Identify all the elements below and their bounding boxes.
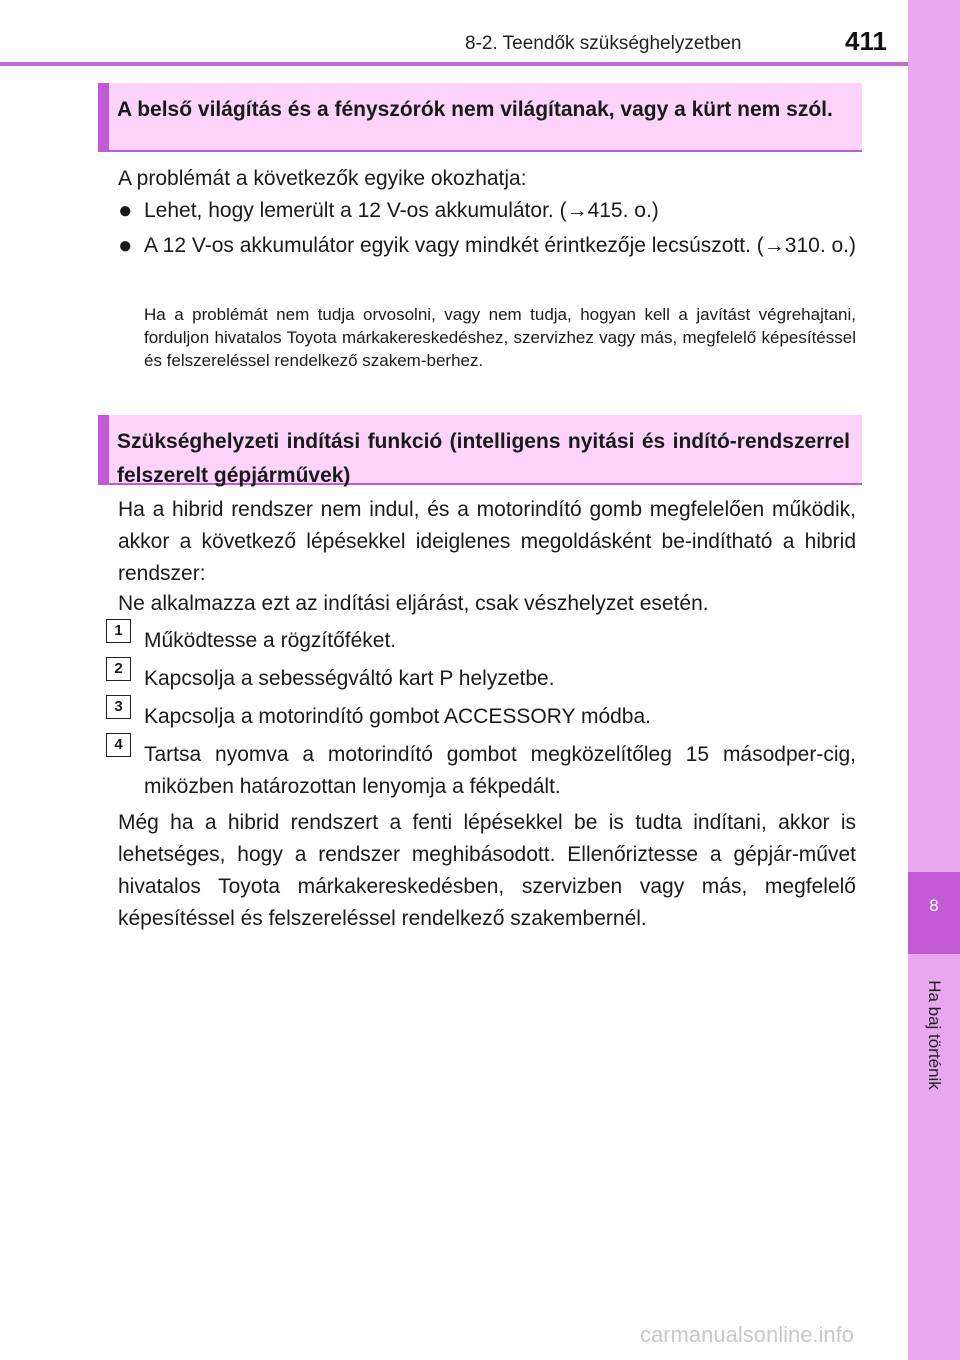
- header-rule: [0, 62, 908, 66]
- section-heading-lights: A belső világítás és a fényszórók nem világítanak, vagy a kürt nem szól.: [98, 83, 862, 152]
- header-section-title: 8-2. Teendők szükséghelyzetben: [465, 33, 742, 54]
- step-number-badge: 4: [106, 733, 131, 757]
- section2-closing: Még ha a hibrid rendszert a fenti lépésekkel be is tudta indítani, akkor is lehetséges, hogy a rendszer meghibásodott. Ellenőriztesse a gépjár-művet hivatalos Toyota márkakereskedésben, szervizben vagy más, megfelelő képesítéssel és felszereléssel rendelkező szakembernél.: [118, 811, 856, 930]
- page-number: 411: [845, 26, 887, 56]
- step-number-badge: 1: [106, 619, 131, 643]
- step-number-badge: 2: [106, 657, 131, 681]
- bullet-icon: ●: [118, 232, 133, 259]
- step-text: Működtesse a rögzítőféket.: [144, 629, 397, 652]
- section-heading-emergency-start: Szükséghelyzeti indítási funkció (intelligens nyitási és indító-rendszerrel felszerelt gépjárművek): [98, 415, 862, 485]
- bullet-icon: ●: [118, 197, 133, 224]
- chapter-title: Ha baj történik: [925, 980, 944, 1090]
- chapter-side-tab: [908, 0, 960, 1360]
- section2-warning: Ne alkalmazza ezt az indítási eljárást, csak vészhelyzet esetén.: [118, 592, 709, 615]
- section1-note: Ha a problémát nem tudja orvosolni, vagy nem tudja, hogyan kell a javítást végrehajtani, forduljon hivatalos Toyota márkakereskedéshez, szervizhez vagy más, megfelelő képesítéssel és felszereléssel rendelkező szakem-berhez.: [144, 305, 856, 370]
- section1-intro: A problémát a következők egyike okozhatja:: [118, 167, 527, 190]
- bullet-text: Lehet, hogy lemerült a 12 V-os akkumulátor. (→415. o.): [144, 199, 659, 222]
- chapter-number: 8: [929, 896, 939, 915]
- step-text: Kapcsolja a sebességváltó kart P helyzetbe.: [144, 667, 555, 690]
- watermark: carmanualsonline.info: [640, 1322, 855, 1347]
- step-text: Kapcsolja a motorindító gombot ACCESSORY módba.: [144, 705, 651, 728]
- step-number-badge: 3: [106, 695, 131, 719]
- section2-intro: Ha a hibrid rendszer nem indul, és a motorindító gomb megfelelően működik, akkor a következő lépésekkel ideiglenes megoldásként be-indítható a hibrid rendszer:: [118, 498, 856, 585]
- step-text: Tartsa nyomva a motorindító gombot megközelítőleg 15 másodper-cig, miközben határozottan lenyomja a fékpedált.: [144, 743, 856, 798]
- bullet-text: A 12 V-os akkumulátor egyik vagy mindkét érintkezője lecsúszott. (→310. o.): [144, 234, 857, 257]
